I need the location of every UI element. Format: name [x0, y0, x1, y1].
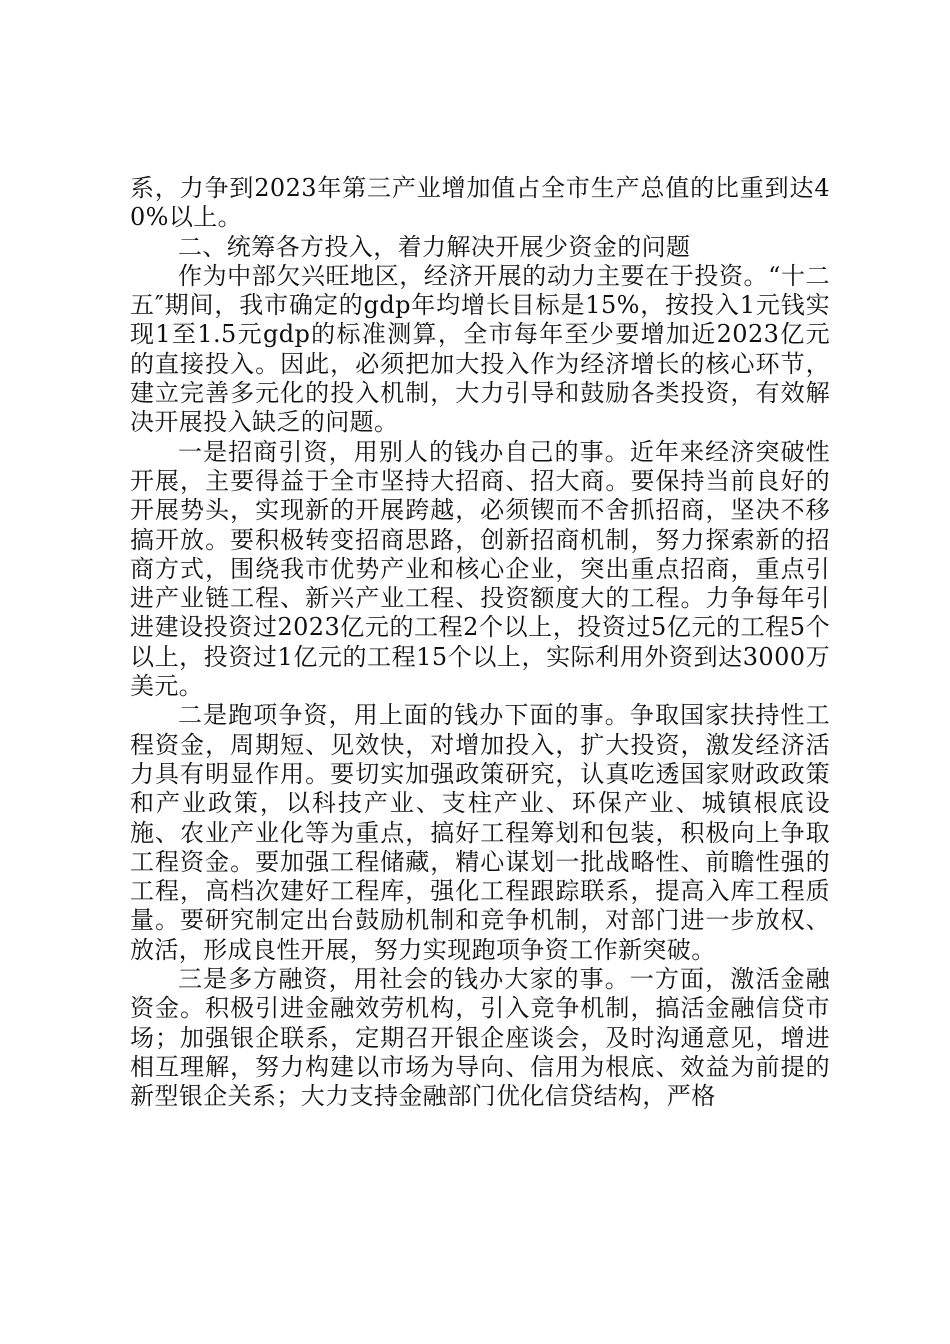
paragraph-continuation: 系，力争到2023年第三产业增加值占全市生产总值的比重到达40%以上。 — [130, 174, 830, 232]
document-body — [130, 174, 830, 1112]
paragraph-investment-intro: 作为中部欠兴旺地区，经济开展的动力主要在于投资。“十二五″期间，我市确定的gdp年均增长目标是15%，按投入1元钱实现1至1.5元gdp的标准测算，全市每年至少要增加近2023亿元的直接投入。因此，必须把加大投入作为经济增长的核心环节，建立完善多元化的投入机制，大力引导和鼓励各类投资，有效解决开展投入缺乏的问题。 — [130, 261, 830, 437]
section-heading: 二、统筹各方投入，着力解决开展少资金的问题 — [178, 232, 691, 261]
paragraph-multi-financing: 三是多方融资，用社会的钱办大家的事。一方面，激活金融资金。积极引进金融效劳机构，引入竞争机制，搞活金融信贷市场；加强银企联系，定期召开银企座谈会，及时沟通意见，增进相互理解，努力构建以市场为导向、信用为根底、效益为前提的新型银企关系；大力支持金融部门优化信贷结构，严格 — [130, 965, 830, 1111]
paragraph-project-funding: 二是跑项争资，用上面的钱办下面的事。争取国家扶持性工程资金，周期短、见效快，对增加投入，扩大投资，激发经济活力具有明显作用。要切实加强政策研究，认真吃透国家财政政策和产业政策，以科技产业、支柱产业、环保产业、城镇根底设施、农业产业化等为重点，搞好工程筹划和包装，积极向上争取工程资金。要加强工程储藏，精心谋划一批战略性、前瞻性强的工程，高档次建好工程库，强化工程跟踪联系，提高入库工程质量。要研究制定出台鼓励机制和竞争机制，对部门进一步放权、放活，形成良性开展，努力实现跑项争资工作新突破。 — [130, 701, 830, 964]
paragraph-attract-investment: 一是招商引资，用别人的钱办自己的事。近年来经济突破性开展，主要得益于全市坚持大招商、招大商。要保持当前良好的开展势头，实现新的开展跨越，必须锲而不舍抓招商，坚决不移搞开放。要积极转变招商思路，创新招商机制，努力探索新的招商方式，围绕我市优势产业和核心企业，突出重点招商，重点引进产业链工程、新兴产业工程、投资额度大的工程。力争每年引进建设投资过2023亿元的工程2个以上，投资过5亿元的工程5个以上，投资过1亿元的工程15个以上，实际利用外资到达3000万美元。 — [130, 437, 830, 701]
